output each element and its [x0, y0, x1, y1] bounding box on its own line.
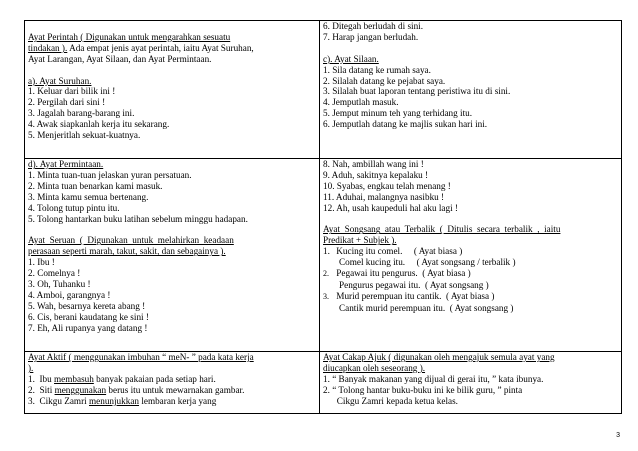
- pair-biasa: Kucing itu comel. ( Ayat biasa ): [336, 246, 463, 257]
- list-item: 5. Jemput minum teh yang terhidang itu.: [323, 108, 473, 119]
- list-item: 9. Aduh, sakitnya kepalaku !: [323, 169, 429, 180]
- pair-number: 2.: [323, 269, 329, 279]
- list-item: 5. Tolong hantarkan buku latihan sebelum minggu hadapan.: [28, 213, 248, 224]
- silaan-title: c). Ayat Silaan.: [323, 53, 379, 64]
- list-item: 3. Silalah buat laporan tentang peristiwa itu di sini.: [323, 86, 511, 97]
- list-item: 11. Aduhai, malangnya nasibku !: [323, 191, 445, 202]
- list-item: 5. Wah, besarnya kereta abang !: [28, 300, 146, 311]
- table-row: [25, 159, 622, 352]
- list-item: 5. Menjeritlah sekuat-kuatnya.: [28, 130, 141, 141]
- page-number: 3: [616, 432, 620, 439]
- pair-number: 1.: [323, 246, 330, 257]
- list-item: 3. Jagalah barang-barang ini.: [28, 108, 135, 119]
- perintah-intro-2: Ayat Larangan, Ayat Silaan, dan Ayat Permintaan.: [28, 53, 212, 64]
- cell-ayat-permintaan-seruan: [25, 159, 320, 352]
- list-item: 1. Minta tuan-tuan jelaskan yuran persatuan.: [28, 169, 192, 180]
- pair-biasa: Murid perempuan itu cantik. ( Ayat biasa ): [336, 290, 495, 301]
- list-item: 7. Harap jangan berludah.: [323, 31, 419, 42]
- list-item: 2. Siti menggunakan berus itu untuk mewarnakan gambar.: [28, 384, 245, 395]
- verb-underlined: membasuh: [54, 373, 94, 384]
- suruhan-title: a). Ayat Suruhan.: [28, 75, 92, 86]
- permintaan-title: d). Ayat Permintaan.: [28, 159, 104, 169]
- list-item: 1. Sila datang ke rumah saya.: [323, 64, 431, 75]
- perintah-heading-end: tindakan ).: [28, 42, 68, 53]
- list-item: 4. Awak siapkanlah kerja itu sekarang.: [28, 119, 170, 130]
- seruan-heading: Ayat Seruan ( Digunakan untuk melahirkan keadaan: [28, 235, 234, 246]
- list-item: 12. Ah, usah kaupeduli hal aku lagi !: [323, 202, 458, 213]
- cell-ayat-perintah: [25, 21, 320, 159]
- table-row: [25, 21, 622, 159]
- aktif-heading: Ayat Aktif ( menggunakan imbuhan “ meN- ” pada kata kerja: [28, 352, 254, 362]
- list-item: 4. Amboi, garangnya !: [28, 289, 111, 300]
- verb-underlined: menggunakan: [54, 384, 107, 395]
- list-item: 2. Comelnya !: [28, 268, 81, 279]
- cell-ayat-cakap-ajuk: [320, 352, 622, 414]
- seruan-heading-end: perasaan seperti marah, takut, sakit, dan sebagainya ).: [28, 246, 226, 257]
- list-item: 3. Minta kamu semua bertenang.: [28, 191, 149, 202]
- list-item: 3. Cikgu Zamri menunjukkan lembaran kerja yang: [28, 395, 217, 406]
- cakap-ajuk-heading-end: diucapkan oleh seseorang ).: [323, 362, 426, 373]
- pair-biasa: Pegawai itu pengurus. ( Ayat biasa ): [336, 268, 471, 279]
- pair-songsang: Pengurus pegawai itu. ( Ayat songsang ): [339, 279, 489, 290]
- list-item: 4. Tolong tutup pintu itu.: [28, 202, 120, 213]
- list-item: 3. Oh, Tuhanku !: [28, 278, 91, 289]
- list-item: 6. Jemputlah datang ke majlis sukan hari ini.: [323, 119, 488, 130]
- list-item: 6. Cis, berani kaudatang ke sini !: [28, 311, 149, 322]
- list-item: 1. “ Banyak makanan yang dijual di gerai itu, ” kata ibunya.: [323, 373, 544, 384]
- list-item: 1. Ibu membasuh banyak pakaian pada setiap hari.: [28, 373, 216, 384]
- list-item: 6. Ditegah berludah di sini.: [323, 21, 424, 31]
- cell-ayat-seruan-songsang: [320, 159, 622, 352]
- verb-underlined: menunjukkan: [89, 395, 140, 406]
- cell-ayat-silaan: [320, 21, 622, 159]
- list-item: 1. Keluar dari bilik ini !: [28, 86, 116, 97]
- perintah-intro: Ada empat jenis ayat perintah, iaitu Ayat Suruhan,: [67, 42, 254, 53]
- table-row: [25, 352, 622, 414]
- songsang-heading-end: Predikat + Subjek ).: [323, 235, 397, 246]
- cell-ayat-aktif: [25, 352, 320, 414]
- list-item: 7. Eh, Ali rupanya yang datang !: [28, 322, 148, 333]
- pair-songsang: Cantik murid perempuan itu. ( Ayat songsang ): [339, 302, 514, 313]
- aktif-heading-end: ).: [28, 362, 34, 373]
- cakap-ajuk-heading: Ayat Cakap Ajuk ( digunakan oleh mengajuk semula ayat yang: [323, 352, 555, 362]
- perintah-heading: Ayat Perintah ( Digunakan untuk mengarahkan sesuatu: [28, 31, 231, 42]
- list-item: 2. “ Tolong hantar buku-buku ini ke bilik guru, ” pinta: [323, 384, 523, 395]
- list-item: 4. Jemputlah masuk.: [323, 97, 399, 108]
- list-item: 8. Nah, ambillah wang ini !: [323, 159, 424, 169]
- list-item: 2. Minta tuan benarkan kami masuk.: [28, 180, 163, 191]
- list-item: Cikgu Zamri kepada ketua kelas.: [323, 395, 458, 406]
- pair-number: 3.: [323, 291, 329, 301]
- list-item: 10. Syabas, engkau telah menang !: [323, 180, 451, 191]
- notes-table: [24, 20, 622, 414]
- list-item: 2. Silalah datang ke pejabat saya.: [323, 75, 446, 86]
- songsang-heading: Ayat Songsang atau Terbalik ( Ditulis secara terbalik , iaitu: [323, 224, 561, 235]
- list-item: 1. Ibu !: [28, 257, 55, 268]
- list-item: 2. Pergilah dari sini !: [28, 97, 106, 108]
- pair-songsang: Comel kucing itu. ( Ayat songsang / terbalik ): [339, 257, 516, 268]
